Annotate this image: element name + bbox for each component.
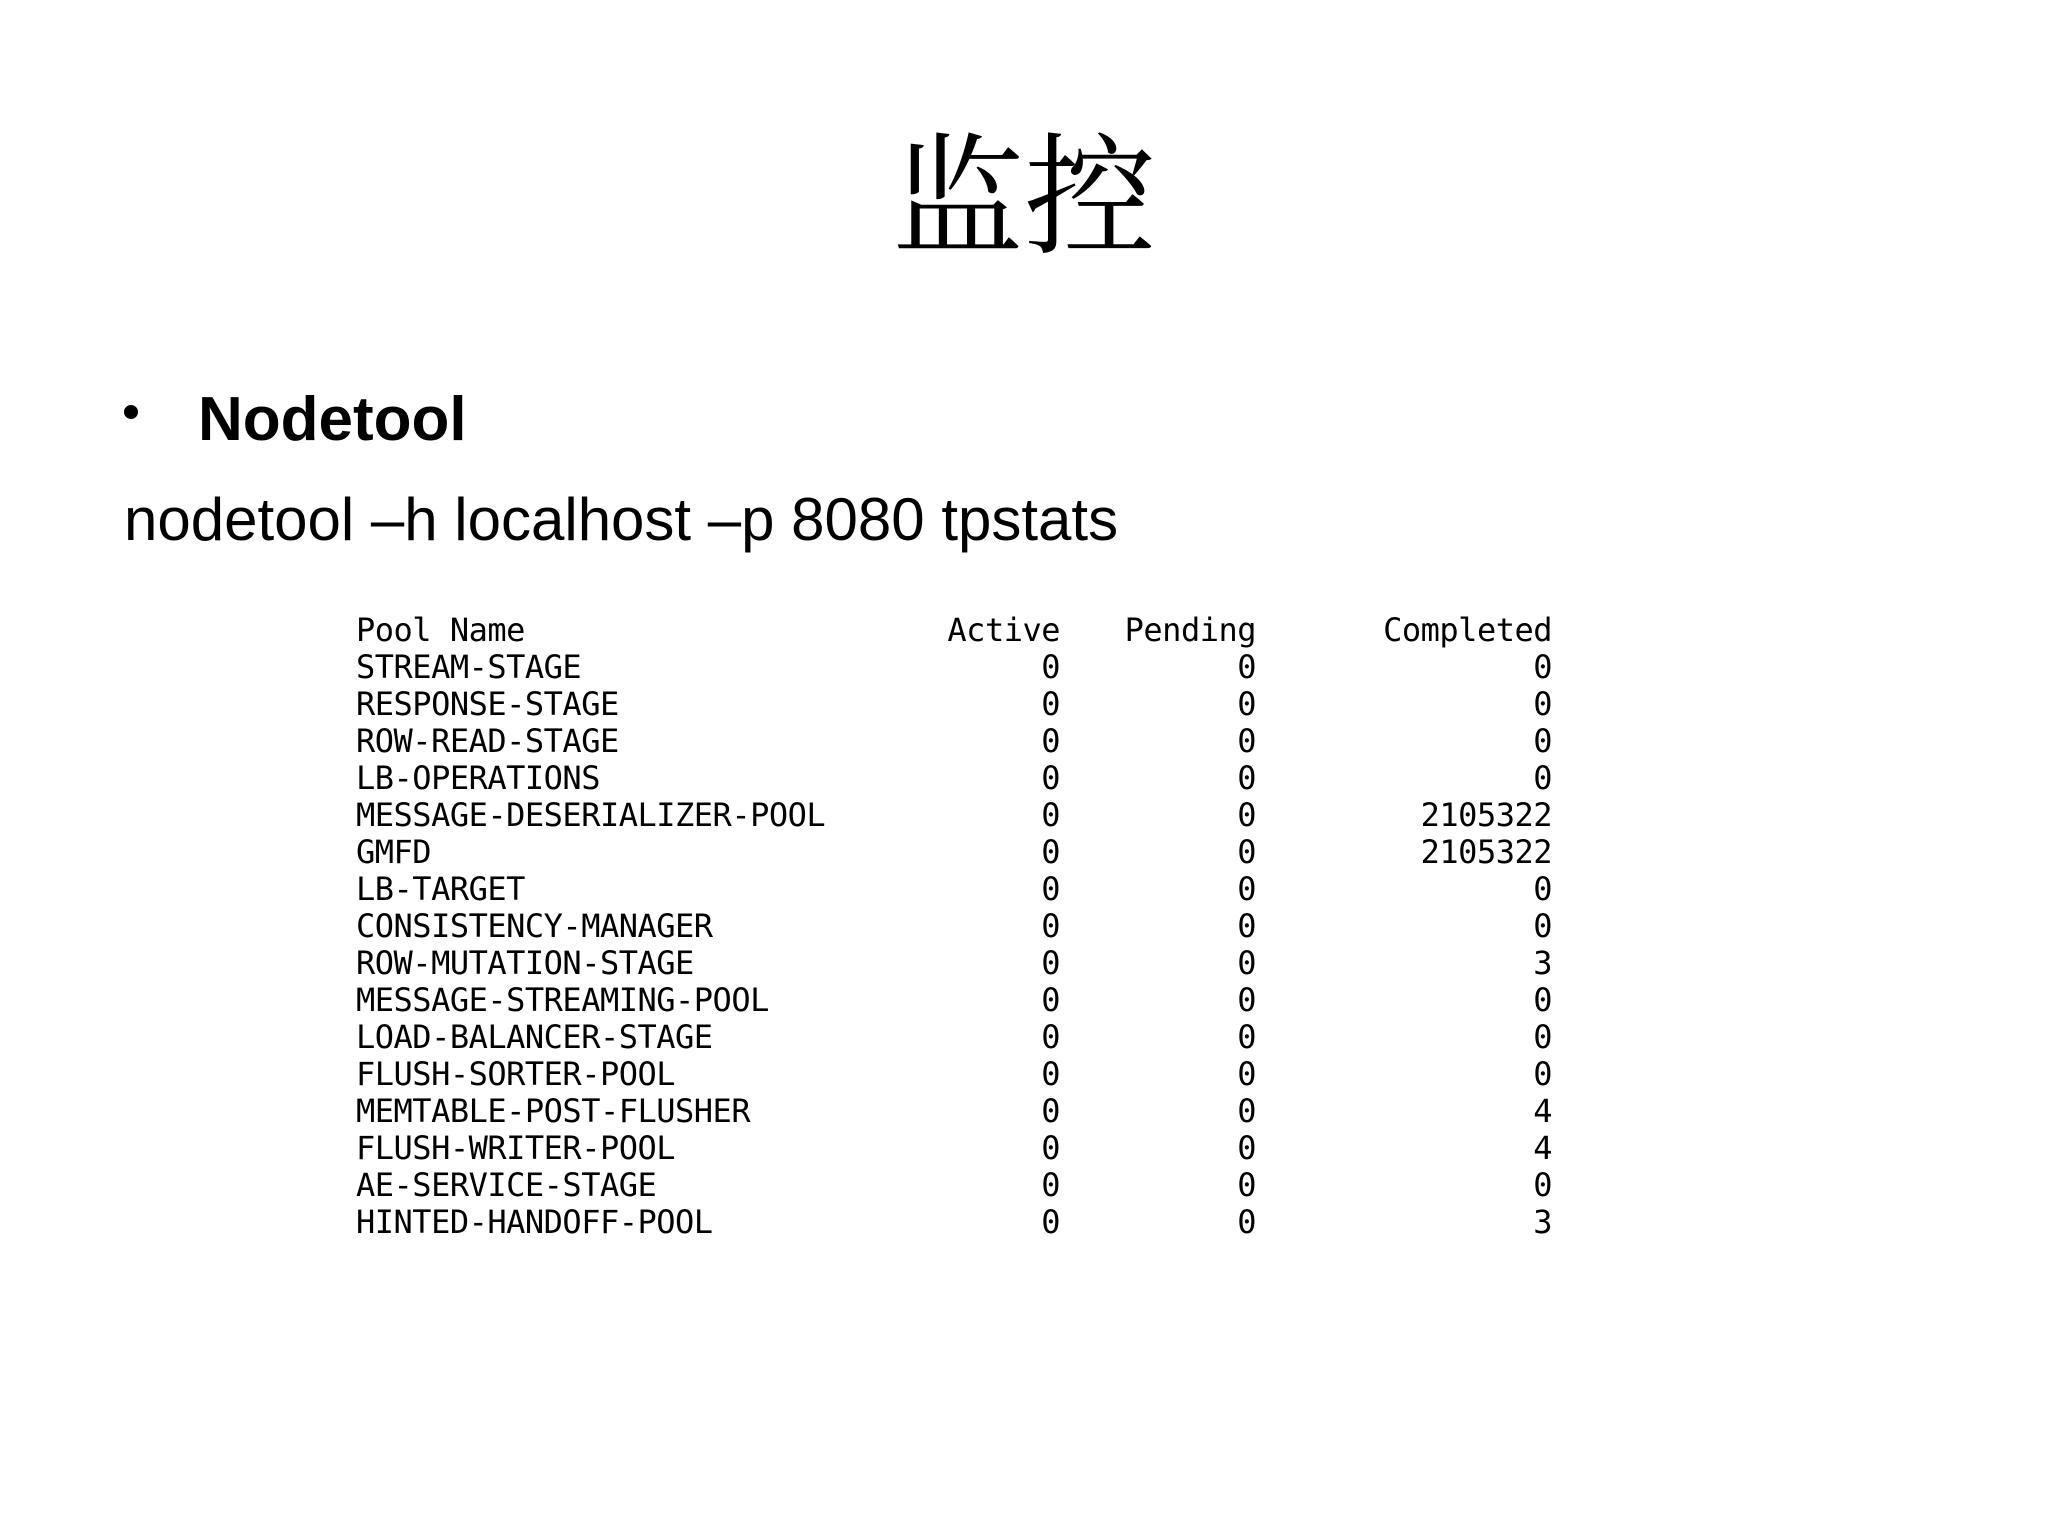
bullet-dot-icon <box>124 405 138 419</box>
bullet-text: Nodetool <box>198 385 467 454</box>
pending-cell: 0 <box>1237 722 1256 760</box>
active-cell: 0 <box>1041 1166 1060 1204</box>
header-pool-name: Pool Name <box>356 611 525 649</box>
active-cell: 0 <box>1041 981 1060 1019</box>
active-cell: 0 <box>1041 648 1060 686</box>
pool-name-cell: MESSAGE-DESERIALIZER-POOL <box>356 796 826 834</box>
pool-name-cell: STREAM-STAGE <box>356 648 582 686</box>
completed-cell: 0 <box>1533 870 1552 908</box>
pending-cell: 0 <box>1237 907 1256 945</box>
pending-cell: 0 <box>1237 833 1256 871</box>
active-cell: 0 <box>1041 1203 1060 1241</box>
active-cell: 0 <box>1041 796 1060 834</box>
tpstats-table <box>356 612 1552 1241</box>
table-row <box>356 1019 1552 1056</box>
pending-cell: 0 <box>1237 944 1256 982</box>
pool-name-cell: MEMTABLE-POST-FLUSHER <box>356 1092 751 1130</box>
table-row <box>356 982 1552 1019</box>
completed-cell: 3 <box>1533 944 1552 982</box>
pool-name-cell: GMFD <box>356 833 432 871</box>
header-pending: Pending <box>1124 611 1256 649</box>
active-cell: 0 <box>1041 907 1060 945</box>
completed-cell: 0 <box>1533 685 1552 723</box>
table-row <box>356 834 1552 871</box>
pool-name-cell: RESPONSE-STAGE <box>356 685 619 723</box>
table-row <box>356 871 1552 908</box>
pending-cell: 0 <box>1237 648 1256 686</box>
active-cell: 0 <box>1041 685 1060 723</box>
table-row <box>356 649 1552 686</box>
pool-name-cell: LB-OPERATIONS <box>356 759 600 797</box>
bullet-item <box>124 380 467 460</box>
slide-title: 监控 <box>892 121 1156 275</box>
command-text: nodetool –h localhost –p 8080 tpstats <box>124 486 1119 553</box>
table-row <box>356 760 1552 797</box>
completed-cell: 2105322 <box>1420 833 1552 871</box>
table-row <box>356 1056 1552 1093</box>
active-cell: 0 <box>1041 1092 1060 1130</box>
header-active: Active <box>947 611 1060 649</box>
pending-cell: 0 <box>1237 981 1256 1019</box>
pool-name-cell: ROW-MUTATION-STAGE <box>356 944 694 982</box>
pending-cell: 0 <box>1237 1203 1256 1241</box>
completed-cell: 0 <box>1533 1055 1552 1093</box>
completed-cell: 4 <box>1533 1092 1552 1130</box>
table-row <box>356 723 1552 760</box>
pool-name-cell: HINTED-HANDOFF-POOL <box>356 1203 713 1241</box>
completed-cell: 3 <box>1533 1203 1552 1241</box>
active-cell: 0 <box>1041 1129 1060 1167</box>
pending-cell: 0 <box>1237 1018 1256 1056</box>
active-cell: 0 <box>1041 870 1060 908</box>
pool-name-cell: LOAD-BALANCER-STAGE <box>356 1018 713 1056</box>
pending-cell: 0 <box>1237 1129 1256 1167</box>
completed-cell: 0 <box>1533 1166 1552 1204</box>
table-row <box>356 1093 1552 1130</box>
table-body <box>356 649 1552 1241</box>
active-cell: 0 <box>1041 1018 1060 1056</box>
table-header-row <box>356 612 1552 649</box>
active-cell: 0 <box>1041 944 1060 982</box>
completed-cell: 0 <box>1533 759 1552 797</box>
table-row <box>356 1167 1552 1204</box>
active-cell: 0 <box>1041 1055 1060 1093</box>
pool-name-cell: FLUSH-SORTER-POOL <box>356 1055 676 1093</box>
completed-cell: 0 <box>1533 981 1552 1019</box>
pending-cell: 0 <box>1237 1092 1256 1130</box>
pending-cell: 0 <box>1237 870 1256 908</box>
completed-cell: 0 <box>1533 648 1552 686</box>
pool-name-cell: AE-SERVICE-STAGE <box>356 1166 657 1204</box>
header-completed: Completed <box>1383 611 1552 649</box>
active-cell: 0 <box>1041 833 1060 871</box>
pending-cell: 0 <box>1237 1055 1256 1093</box>
table-row <box>356 945 1552 982</box>
pool-name-cell: MESSAGE-STREAMING-POOL <box>356 981 769 1019</box>
active-cell: 0 <box>1041 722 1060 760</box>
active-cell: 0 <box>1041 759 1060 797</box>
table-row <box>356 1204 1552 1241</box>
completed-cell: 2105322 <box>1420 796 1552 834</box>
pool-name-cell: CONSISTENCY-MANAGER <box>356 907 713 945</box>
table-row <box>356 686 1552 723</box>
pool-name-cell: LB-TARGET <box>356 870 525 908</box>
pending-cell: 0 <box>1237 1166 1256 1204</box>
pool-name-cell: FLUSH-WRITER-POOL <box>356 1129 676 1167</box>
completed-cell: 0 <box>1533 907 1552 945</box>
completed-cell: 0 <box>1533 1018 1552 1056</box>
table-row <box>356 797 1552 834</box>
pool-name-cell: ROW-READ-STAGE <box>356 722 619 760</box>
pending-cell: 0 <box>1237 685 1256 723</box>
pending-cell: 0 <box>1237 796 1256 834</box>
pending-cell: 0 <box>1237 759 1256 797</box>
completed-cell: 0 <box>1533 722 1552 760</box>
table-row <box>356 908 1552 945</box>
table-row <box>356 1130 1552 1167</box>
completed-cell: 4 <box>1533 1129 1552 1167</box>
